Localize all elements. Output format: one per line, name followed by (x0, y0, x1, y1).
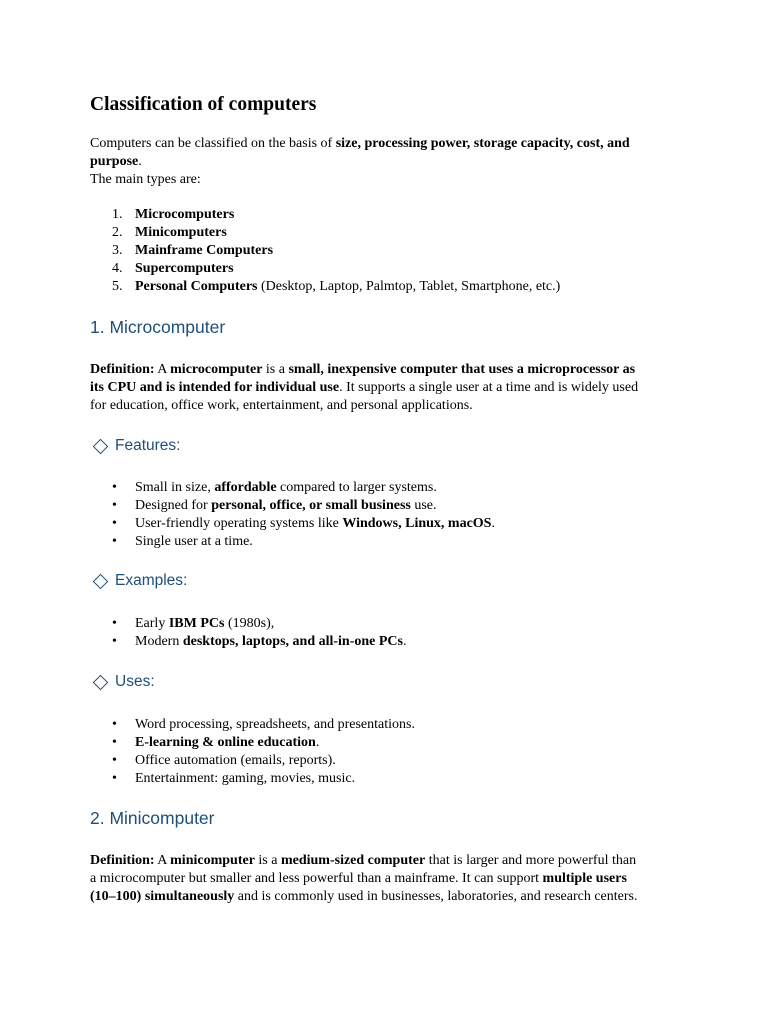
intro-text: Computers can be classified on the basis of (90, 136, 336, 151)
subheading-label: Examples: (115, 572, 188, 589)
list-number: 4. (112, 261, 123, 276)
list-item-bold: Minicomputers (135, 225, 227, 240)
list-item-bold: Personal Computers (135, 279, 258, 294)
definition-text: that is larger and more powerful than (425, 853, 637, 868)
intro-bold-text: size, processing power, storage capacity, cost, and (335, 136, 630, 151)
definition-text: A (154, 853, 171, 868)
intro-line: The main types are: (90, 172, 201, 187)
definition-text: a microcomputer but smaller and less powerful than a mainframe. It can support (90, 871, 543, 886)
list-item-text: Single user at a time. (135, 534, 253, 549)
definition-line (90, 888, 690, 906)
list-item-text: . (315, 735, 320, 750)
minicomputer-definition (90, 852, 690, 906)
definition-label: Definition: (90, 362, 155, 377)
list-item (112, 206, 560, 224)
definition-bold-text: (10–100) simultaneously (90, 889, 235, 904)
list-item (135, 770, 415, 788)
definition-text: and is commonly used in businesses, laboratories, and research centers. (234, 889, 638, 904)
list-item-text: Early (135, 616, 169, 631)
uses-list (135, 716, 415, 788)
list-item-bold: Windows, Linux, macOS (342, 516, 492, 531)
subheading-uses (92, 672, 155, 692)
intro-bold-text: purpose (90, 154, 139, 169)
list-item-text: (1980s), (224, 616, 275, 631)
list-item-text: Office automation (emails, reports). (135, 753, 336, 768)
examples-list (135, 615, 407, 651)
list-item-bold: affordable (214, 480, 277, 495)
diamond-icon (93, 438, 109, 454)
list-item (135, 633, 407, 651)
list-item-text: (Desktop, Laptop, Palmtop, Tablet, Smartphone, etc.) (257, 279, 561, 294)
definition-text: A (154, 362, 171, 377)
definition-text: is a (254, 853, 281, 868)
list-item-text: . (491, 516, 495, 531)
list-number: 1. (112, 207, 123, 222)
definition-bold-text: microcomputer (170, 362, 263, 377)
list-item-bold: IBM PCs (168, 616, 225, 631)
list-item (112, 278, 561, 296)
features-list (135, 479, 495, 551)
list-item-text: Designed for (135, 498, 212, 513)
definition-bold-text: small, inexpensive computer that uses a microprocessor as (288, 362, 636, 377)
page-title: Classification of computers (90, 94, 317, 115)
list-item-bold: personal, office, or small business (211, 498, 411, 513)
list-item-text: . (403, 634, 407, 649)
list-item (135, 497, 495, 515)
definition-line (90, 379, 690, 397)
definition-bold-text: multiple users (542, 871, 627, 886)
list-item (135, 479, 495, 497)
definition-bold-text: medium-sized computer (280, 853, 426, 868)
list-item-text: compared to larger systems. (276, 480, 437, 495)
diamond-icon (93, 573, 109, 589)
definition-line (90, 361, 690, 379)
list-number: 3. (112, 243, 123, 258)
definition-label: Definition: (90, 853, 155, 868)
subheading-label: Features: (115, 437, 181, 454)
section-heading-minicomputer: 2. Minicomputer (90, 808, 215, 828)
list-item (135, 615, 407, 633)
list-item-text: use. (410, 498, 437, 513)
definition-line (90, 852, 690, 870)
list-item (135, 734, 415, 752)
definition-bold-text: its CPU and is intended for individual use (90, 380, 340, 395)
list-item-bold: Supercomputers (135, 261, 234, 276)
subheading-features (92, 436, 180, 456)
list-item-text: Word processing, spreadsheets, and presentations. (135, 717, 415, 732)
microcomputer-definition (90, 361, 690, 415)
list-item-bold: Mainframe Computers (135, 243, 274, 258)
definition-line (90, 870, 690, 888)
definition-line: for education, office work, entertainment, and personal applications. (90, 398, 473, 413)
list-item-text: Modern (135, 634, 183, 649)
intro-text: . (138, 154, 142, 169)
list-item-text: User-friendly operating systems like (135, 516, 343, 531)
list-item (135, 716, 415, 734)
list-item (135, 533, 495, 551)
intro-line (90, 153, 690, 171)
list-item (135, 515, 495, 533)
intro-paragraph (90, 135, 690, 189)
subheading-label: Uses: (115, 673, 155, 690)
computer-types-list (112, 206, 561, 296)
intro-line (90, 135, 690, 153)
list-item (112, 242, 560, 260)
definition-bold-text: minicomputer (170, 853, 255, 868)
definition-text: . It supports a single user at a time and is widely used (339, 380, 639, 395)
list-item-bold: desktops, laptops, and all-in-one PCs (182, 634, 403, 649)
section-heading-microcomputer: 1. Microcomputer (90, 317, 226, 337)
list-number: 5. (112, 279, 123, 294)
list-item-bold: E-learning & online education (135, 735, 316, 750)
list-item (112, 224, 560, 242)
list-item-text: Entertainment: gaming, movies, music. (135, 771, 356, 786)
list-item (112, 260, 560, 278)
list-item (135, 752, 415, 770)
list-number: 2. (112, 225, 123, 240)
list-item-text: Small in size, (135, 480, 215, 495)
diamond-icon (93, 674, 109, 690)
list-item-bold: Microcomputers (135, 207, 235, 222)
definition-text: is a (262, 362, 289, 377)
subheading-examples (92, 571, 187, 591)
